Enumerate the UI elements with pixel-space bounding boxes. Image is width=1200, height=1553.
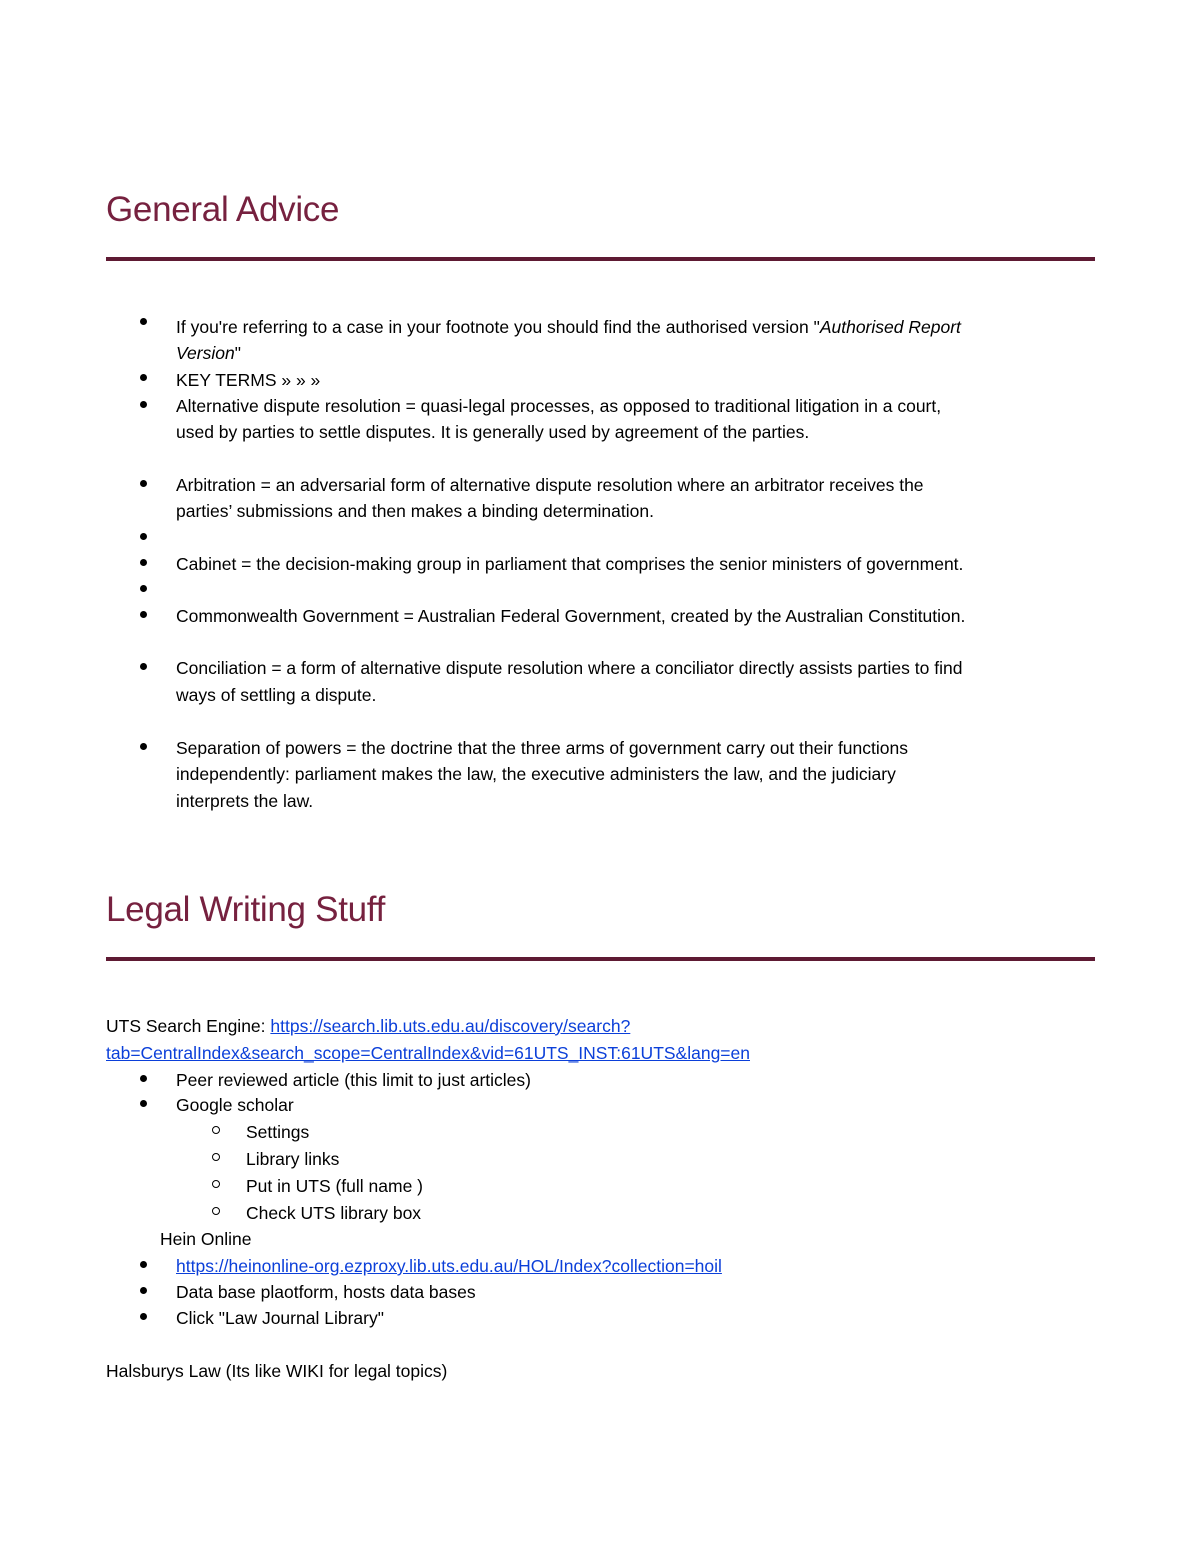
bullet-icon: [140, 533, 147, 540]
list-item: Google scholar: [176, 1095, 294, 1115]
list-item-continuation: interprets the law.: [176, 791, 314, 811]
uts-search-link-part2[interactable]: tab=CentralIndex&search_scope=CentralIndex&vid=61UTS_INST:61UTS&lang=en: [106, 1043, 750, 1063]
list-item-italic: Authorised Report: [819, 317, 961, 337]
list-item: Peer reviewed article (this limit to just articles): [176, 1070, 531, 1090]
heading-legal-writing-stuff: Legal Writing Stuff: [106, 890, 385, 929]
list-item: Separation of powers = the doctrine that the three arms of government carry out their functions: [176, 738, 908, 758]
list-item-text: ": [234, 343, 241, 363]
list-item: [176, 1253, 722, 1279]
list-item-continuation: independently: parliament makes the law, the executive administers the law, and the judiciary: [176, 764, 896, 784]
list-item: Click "Law Journal Library": [176, 1308, 384, 1328]
list-item: Arbitration = an adversarial form of alternative dispute resolution where an arbitrator receives the: [176, 475, 924, 495]
list-item: Commonwealth Government = Australian Federal Government, created by the Australian Constitution.: [176, 606, 966, 626]
bullet-icon: [140, 401, 147, 408]
list-item-continuation: [176, 340, 241, 366]
hein-online-link[interactable]: https://heinonline-org.ezproxy.lib.uts.edu.au/HOL/Index?collection=hoil: [176, 1256, 722, 1276]
heading-general-advice: General Advice: [106, 190, 340, 229]
sub-list-item: Check UTS library box: [246, 1203, 422, 1223]
sub-bullet-icon: [212, 1207, 220, 1215]
halsburys-law-note: Halsburys Law (Its like WIKI for legal topics): [106, 1361, 448, 1381]
sub-list-item: Put in UTS (full name ): [246, 1176, 423, 1196]
list-item-text: If you're referring to a case in your footnote you should find the authorised version ": [176, 317, 820, 337]
list-item: [176, 314, 961, 340]
list-item-continuation: ways of settling a dispute.: [176, 685, 377, 705]
bullet-icon: [140, 480, 147, 487]
list-item: Conciliation = a form of alternative dispute resolution where a conciliator directly assists parties to find: [176, 658, 963, 678]
list-item: Alternative dispute resolution = quasi-legal processes, as opposed to traditional litigation in a court,: [176, 396, 942, 416]
sub-bullet-icon: [212, 1153, 220, 1161]
sub-list-item: Library links: [246, 1149, 340, 1169]
bullet-icon: [140, 611, 147, 618]
bullet-icon: [140, 559, 147, 566]
heading-underline: [106, 957, 1095, 961]
sub-bullet-icon: [212, 1126, 220, 1134]
bullet-icon: [140, 663, 147, 670]
list-item-continuation: used by parties to settle disputes. It is generally used by agreement of the parties.: [176, 422, 810, 442]
list-item-continuation: parties’ submissions and then makes a binding determination.: [176, 501, 654, 521]
bullet-icon: [140, 1075, 147, 1082]
list-item: Cabinet = the decision-making group in parliament that comprises the senior ministers of government.: [176, 554, 964, 574]
bullet-icon: [140, 585, 147, 592]
list-item: Data base plaotform, hosts data bases: [176, 1282, 476, 1302]
sub-list-item: Settings: [246, 1122, 310, 1142]
hein-online-label: Hein Online: [160, 1229, 252, 1249]
bullet-icon: [140, 1287, 147, 1294]
bullet-icon: [140, 374, 147, 381]
uts-search-label: UTS Search Engine:: [106, 1016, 271, 1036]
bullet-icon: [140, 318, 147, 325]
uts-search-engine-line: [106, 1013, 630, 1039]
sub-bullet-icon: [212, 1180, 220, 1188]
heading-underline: [106, 257, 1095, 261]
bullet-icon: [140, 1313, 147, 1320]
uts-search-link-continuation: [106, 1040, 750, 1066]
list-item-italic: Version: [176, 343, 235, 363]
bullet-icon: [140, 743, 147, 750]
list-item: KEY TERMS » » »: [176, 370, 321, 390]
uts-search-link[interactable]: https://search.lib.uts.edu.au/discovery/search?: [270, 1016, 631, 1036]
bullet-icon: [140, 1100, 147, 1107]
bullet-icon: [140, 1261, 147, 1268]
